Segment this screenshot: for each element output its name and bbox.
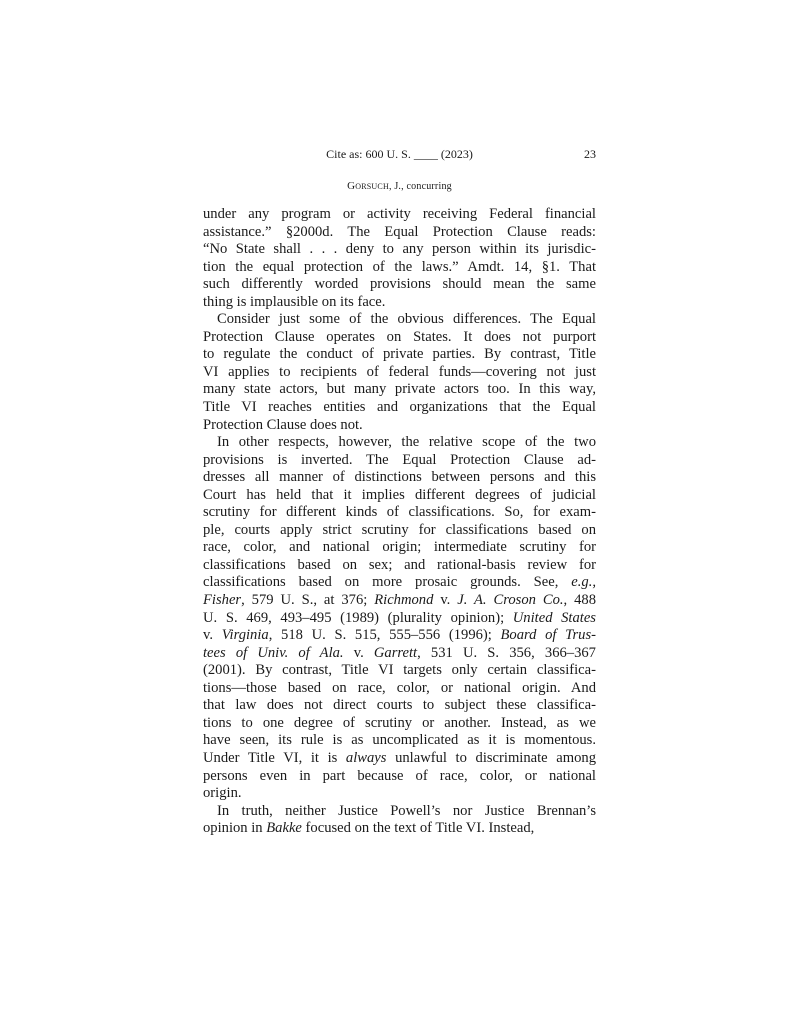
opinion-body <box>203 206 596 838</box>
text-line: such differently worded provisions should mean the same <box>203 276 596 293</box>
paragraph <box>203 206 596 311</box>
text-line: scrutiny for different kinds of classifications. So, for exam- <box>203 504 596 521</box>
text-line: Fisher, 579 U. S., at 376; Richmond v. J. A. Croson Co., 488 <box>203 592 596 609</box>
text-line: Consider just some of the obvious differences. The Equal <box>217 311 596 328</box>
text-line: that law does not direct courts to subject these classifica- <box>203 697 596 714</box>
text-line: have seen, its rule is as uncomplicated as it is momentous. <box>203 732 596 749</box>
text-line: opinion in Bakke focused on the text of Title VI. Instead, <box>203 820 535 837</box>
text-line: Title VI reaches entities and organizations that the Equal <box>203 399 596 416</box>
text-line: provisions is inverted. The Equal Protection Clause ad- <box>203 451 596 468</box>
text-line: tions to one degree of scrutiny or another. Instead, as we <box>203 714 596 731</box>
text-line: persons even in part because of race, color, or national <box>203 767 596 784</box>
author-name: Gorsuch <box>347 180 389 192</box>
text-line: VI applies to recipients of federal funds—covering not just <box>203 363 596 380</box>
text-line: origin. <box>203 785 242 802</box>
text-line: Court has held that it implies different degrees of judicial <box>203 486 596 503</box>
text-line: (2001). By contrast, Title VI targets only certain classifica- <box>203 662 596 679</box>
text-line: Protection Clause does not. <box>203 416 363 433</box>
text-line: race, color, and national origin; intermediate scrutiny for <box>203 539 596 556</box>
author-suffix: , J., concurring <box>388 181 452 192</box>
paragraph <box>203 434 596 802</box>
text-line: v. Virginia, 518 U. S. 515, 555–556 (1996); Board of Trus- <box>203 627 596 644</box>
text-line: tions—those based on race, color, or national origin. And <box>203 679 596 696</box>
text-line: Protection Clause operates on States. It does not purport <box>203 328 596 345</box>
opinion-author-line <box>203 180 596 192</box>
running-header <box>203 147 596 165</box>
text-line: to regulate the conduct of private parties. By contrast, Title <box>203 346 596 363</box>
page-number: 23 <box>584 147 596 161</box>
text-line: In truth, neither Justice Powell’s nor Justice Brennan’s <box>217 802 596 819</box>
text-line: tion the equal protection of the laws.” Amdt. 14, §1. That <box>203 258 596 275</box>
text-line: “No State shall . . . deny to any person within its jurisdic- <box>203 241 596 258</box>
text-line: thing is implausible on its face. <box>203 293 386 310</box>
text-line: U. S. 469, 493–495 (1989) (plurality opinion); United States <box>203 609 596 626</box>
citation: Cite as: 600 U. S. ____ (2023) <box>326 147 473 161</box>
text-line: Under Title VI, it is always unlawful to discriminate among <box>203 749 596 766</box>
text-line: In other respects, however, the relative scope of the two <box>217 434 596 451</box>
text-line: tees of Univ. of Ala. v. Garrett, 531 U. S. 356, 366–367 <box>203 644 596 661</box>
text-line: many state actors, but many private actors too. In this way, <box>203 381 596 398</box>
text-line: under any program or activity receiving Federal financial <box>203 206 596 222</box>
paragraph <box>203 311 596 434</box>
text-line: ple, courts apply strict scrutiny for classifications based on <box>203 521 596 538</box>
paragraph <box>203 803 596 838</box>
text-line: dresses all manner of distinctions between persons and this <box>203 469 596 486</box>
text-line: assistance.” §2000d. The Equal Protection Clause reads: <box>203 223 596 240</box>
text-line: classifications based on more prosaic grounds. See, e.g., <box>203 574 596 591</box>
text-line: classifications based on sex; and rational-basis review for <box>203 556 596 573</box>
